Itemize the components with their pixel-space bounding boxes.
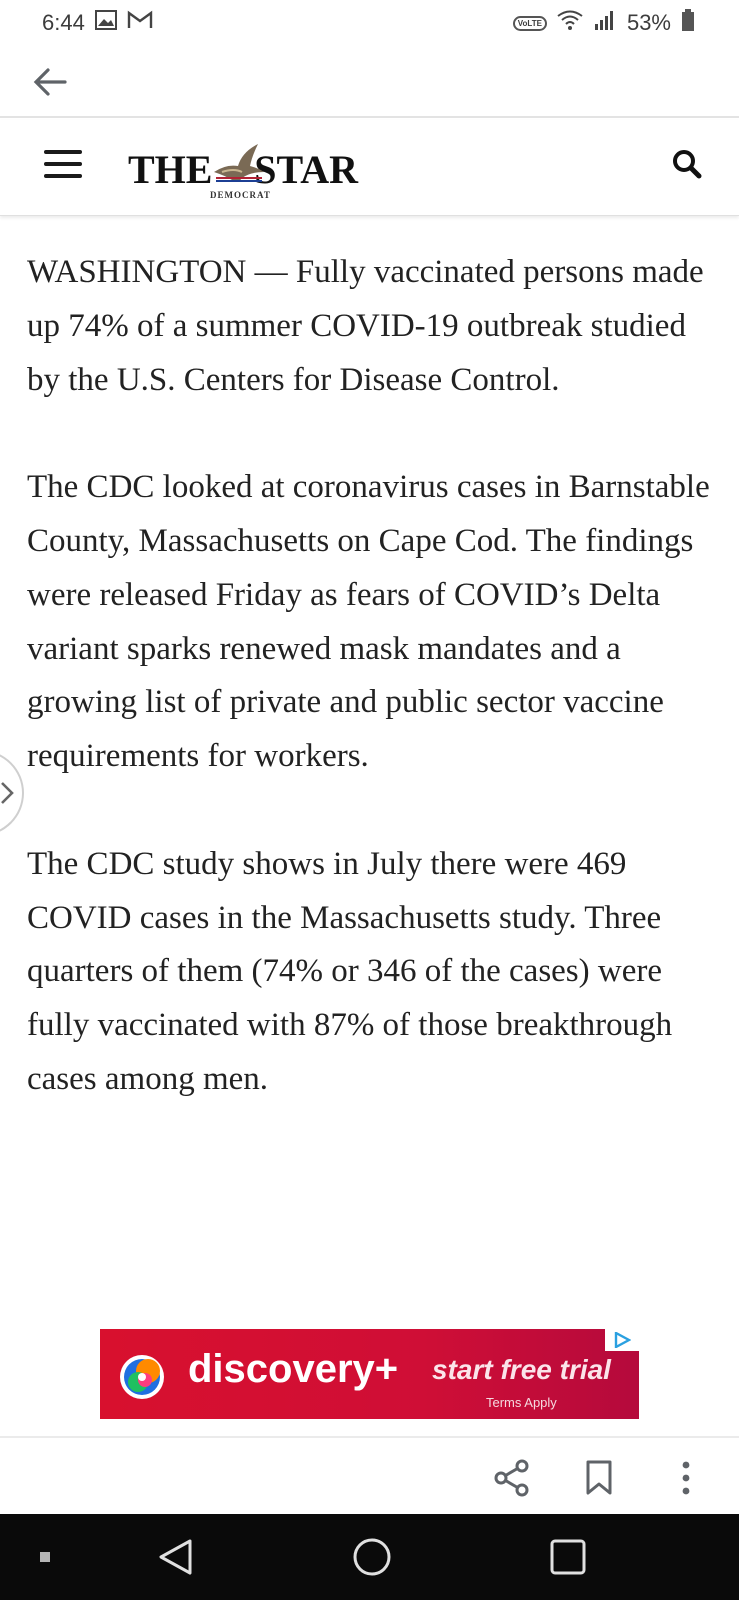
gmail-icon <box>127 10 153 36</box>
gallery-icon <box>95 10 117 36</box>
article-body <box>27 246 717 1161</box>
share-button[interactable] <box>488 1454 536 1502</box>
ad-choices-icon <box>613 1332 631 1348</box>
logo-wordmark <box>128 146 358 193</box>
chevron-right-icon <box>0 781 14 805</box>
wifi-icon <box>557 10 583 36</box>
status-time: 6:44 <box>42 10 85 35</box>
edge-panel-handle[interactable] <box>0 750 24 836</box>
discovery-logo-icon <box>118 1352 176 1400</box>
more-options-button[interactable] <box>662 1454 710 1502</box>
dot-indicator <box>20 1532 70 1582</box>
bottom-action-bar <box>0 1436 739 1514</box>
battery-percent: 53% <box>626 10 671 35</box>
eagle-icon <box>212 150 254 190</box>
more-vert-icon <box>681 1461 691 1495</box>
logo-the: THE <box>128 147 213 192</box>
search-icon <box>672 149 702 179</box>
article-paragraph: The CDC study shows in July there were 469 COVID cases in the Massachusetts study. Three quarters of them (74% or 346 of the cases) were fully vaccinated with 87% of those breakthrough cases among men. <box>27 845 673 1097</box>
menu-line <box>44 174 82 178</box>
status-bar <box>0 0 739 46</box>
hamburger-menu-button[interactable] <box>40 144 88 184</box>
logo-subtitle: DEMOCRAT <box>210 190 271 200</box>
ad-terms: Terms Apply <box>486 1395 557 1410</box>
menu-line <box>44 162 82 166</box>
ad-banner[interactable] <box>100 1329 639 1419</box>
ad-brand-name: discovery+ <box>188 1347 399 1391</box>
search-button[interactable] <box>665 142 709 186</box>
square-recents-icon <box>549 1538 587 1576</box>
menu-line <box>44 150 82 154</box>
status-left <box>42 10 153 36</box>
share-icon <box>494 1459 530 1497</box>
battery-icon <box>681 9 695 37</box>
bookmark-icon <box>585 1460 613 1496</box>
site-header <box>0 120 739 216</box>
android-back-button[interactable] <box>150 1532 200 1582</box>
signal-icon <box>593 10 617 36</box>
triangle-back-icon <box>157 1538 193 1576</box>
circle-home-icon <box>352 1537 392 1577</box>
android-recents-button[interactable] <box>543 1532 593 1582</box>
logo-star: STAR <box>254 147 358 192</box>
volte-icon: VoLTE <box>513 16 547 31</box>
browser-top-bar <box>0 46 739 118</box>
article-paragraph: The CDC looked at coronavirus cases in Barnstable County, Massachusetts on Cape Cod. The findings were released Friday as fears of COVID’s Delta variant sparks renewed mask mandates and a growing list of private and public sector vaccine requirements for workers. <box>27 469 710 775</box>
square-dot-icon <box>38 1550 52 1564</box>
ad-cta: start free trial <box>432 1354 611 1385</box>
bookmark-button[interactable] <box>575 1454 623 1502</box>
arrow-left-icon <box>33 67 67 97</box>
status-right <box>513 9 695 37</box>
back-button[interactable] <box>28 60 72 104</box>
article-paragraph: WASHINGTON — Fully vaccinated persons made up 74% of a summer COVID-19 outbreak studied by the U.S. Centers for Disease Control. <box>27 254 704 398</box>
site-logo[interactable] <box>128 146 358 206</box>
android-navigation-bar <box>0 1514 739 1600</box>
ad-choices-button[interactable] <box>605 1329 639 1351</box>
android-home-button[interactable] <box>347 1532 397 1582</box>
